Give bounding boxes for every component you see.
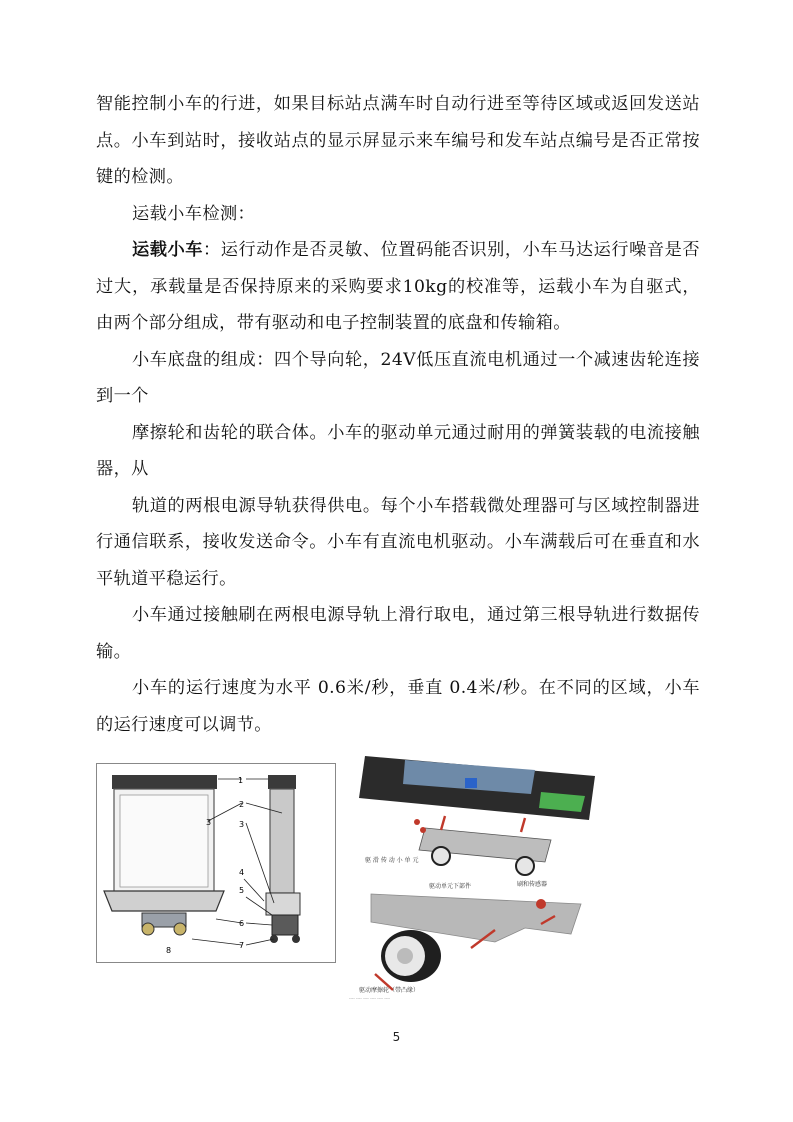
paragraph-power-rails: 轨道的两根电源导轨获得供电。每个小车搭载微处理器可与区域控制器进行通信联系，接收发送命令。小车有直流电机驱动。小车满载后可在垂直和水平轨道平稳运行。 (96, 495, 700, 589)
paragraph-transport-car (96, 232, 700, 342)
callout-label: 3 (206, 818, 212, 827)
callout-label: 1 (238, 776, 244, 785)
paragraph-drive-unit: 摩擦轮和齿轮的联合体。小车的驱动单元通过耐用的弹簧装载的电流接触器，从 (96, 422, 700, 479)
paragraph-section-heading: 运载小车检测： (132, 203, 256, 224)
transport-car-drawing (96, 763, 336, 963)
paragraph-contact-brush: 小车通过接触刷在两根电源导轨上滑行取电，通过第三根导轨进行数据传输。 (96, 605, 700, 662)
page-number: 5 (392, 1030, 401, 1044)
callout-label: 4 (239, 868, 245, 877)
caption-drive-unit: 驱 滑 传 动 小 单 元 (365, 857, 419, 864)
callout-label: 6 (239, 919, 245, 928)
body-text (96, 86, 700, 743)
paragraph-continuation: 智能控制小车的行进，如果目标站点满车时自动行进至等待区域或返回发送站点。小车到站时，接收站点的显示屏显示来车编号和发车站点编号是否正常按键的检测。 (96, 94, 700, 187)
caption-brush-sensor: 刷和传感器 (517, 881, 548, 888)
callout-label: 5 (239, 886, 245, 895)
callout-label: 2 (239, 800, 245, 809)
callout-label: 8 (166, 946, 172, 955)
bold-term: 运载小车 (132, 240, 204, 260)
callout-label: 7 (239, 941, 245, 950)
caption-lower-parts: 驱动单元下部件 (429, 883, 472, 890)
paragraph-speed: 小车的运行速度为水平 0.6米/秒，垂直 0.4米/秒。在不同的区域，小车的运行速度可以调节。 (96, 678, 700, 735)
drive-unit-exploded-view (345, 752, 605, 1008)
paragraph-text: ：运行动作是否灵敏、位置码能否识别，小车马达运行噪音是否过大，承载量是否保持原来的采购要求10kg的校准等，运载小车为自驱式，由两个部分组成，带有驱动和电子控制装置的底盘和传输箱。 (96, 240, 701, 333)
caption-drive-wheel: 驱动摩擦轮（带凸缘） (359, 987, 420, 994)
callout-label: 3 (239, 820, 245, 829)
paragraph-chassis: 小车底盘的组成：四个导向轮，24V低压直流电机通过一个减速齿轮连接到一个 (96, 349, 700, 406)
svg-text:---- ---- ---- ---- ---- ----: ---- ---- ---- ---- ---- ---- (349, 996, 390, 1001)
